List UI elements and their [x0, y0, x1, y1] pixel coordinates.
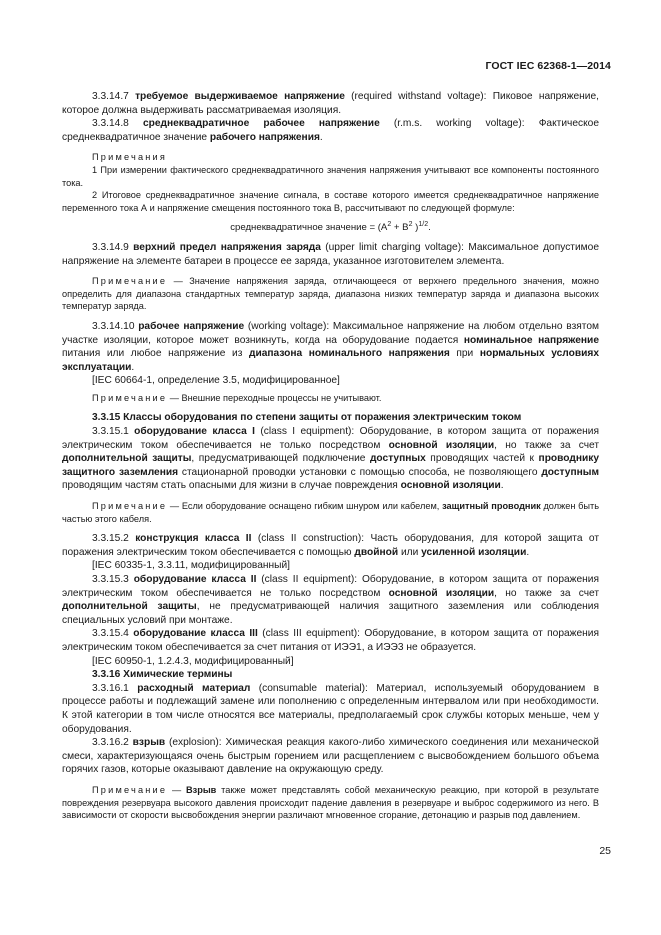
notes-label: Примечания: [92, 152, 168, 163]
formula-end: .: [428, 222, 431, 234]
definition-text: (explosion): Химическая реакция какого-либо химического соединения или механической смеси, характеризующаяся очень быстрым горением или расщеплением с высвобождением большого объема горячих газов, которые оказывают давление на окружающую среду.: [62, 737, 599, 776]
note-3-3-16-2: [62, 784, 599, 822]
note-label: Примечание: [92, 276, 168, 287]
clause-number: 3.3.16.2: [92, 737, 133, 749]
note-text: должен быть частью этого кабеля.: [62, 501, 599, 524]
term-reference: основной изоляции: [400, 480, 501, 492]
definition-text: (class II construction): Часть оборудования, для которой защита от поражения электрическим током обеспечивается с помощью: [62, 533, 600, 558]
definition-text: питания или любое напряжение из: [62, 348, 249, 360]
definition-text: (working voltage): Максимальное напряжение на любом отдельно взятом участке изоляции, которое может возникнуть, когда на оборудование подается: [62, 320, 599, 346]
punctuation: .: [319, 131, 323, 143]
term: рабочее напряжение: [138, 320, 245, 332]
definition-text: проводящим частям стать опасными для жизни в случае повреждения: [62, 480, 401, 492]
term-reference: двойной: [354, 546, 399, 558]
term-reference: дополнительной защиты: [62, 453, 192, 465]
term-reference: доступных: [369, 453, 426, 465]
document-body: [62, 90, 599, 822]
punctuation: .: [500, 480, 504, 492]
source-reference: [IEC 60950-1, 1.2.4.3, модифицированный]: [92, 655, 294, 667]
clause-number: 3.3.16.1: [92, 682, 138, 694]
clause-3-3-15-2: [62, 532, 599, 559]
term: расходный материал: [137, 682, 251, 694]
formula-lhs: среднеквадратичное значение = (A: [230, 222, 388, 234]
term-reference: номинальное напряжение: [463, 334, 599, 346]
clause-3-3-14-8: [62, 117, 599, 144]
term-reference: основной изоляции: [388, 439, 495, 451]
definition-text: (class III equipment): Оборудование, в котором защита от поражения электрическим током обеспечивается за счет питания от ИЭЭ1, а ИЭЭ3 не образуется.: [62, 628, 599, 653]
note-dash: —: [167, 392, 182, 403]
note-text: Внешние переходные процессы не учитывают.: [181, 392, 382, 403]
term-reference: защитный проводник: [442, 501, 541, 512]
clause-number: 3.3.15.3: [92, 574, 134, 585]
term: взрыв: [132, 737, 166, 749]
term: оборудование класса III: [133, 628, 258, 640]
term: верхний предел напряжения заряда: [133, 241, 321, 253]
note-2: 2 Итоговое среднеквадратичное значение сигнала, в составе которого имеется среднеквадратичное напряжение переменного тока А и напряжение смещения постоянного тока В, рассчитывают по следующей формуле:: [62, 190, 599, 213]
term: оборудование класса I: [134, 426, 255, 438]
note-1: 1 При измерении фактического среднеквадратичного значения напряжения учитывают все компоненты постоянного тока.: [62, 164, 599, 188]
section-heading-3-3-15: [62, 411, 599, 425]
note-text: также может представлять собой механическую реакцию, при которой в результате повреждения резервуара высокого давления происходит падение давления в резервуаре и выброс содержимого из него. В зависимости от скорости высвобождения энергии различают мгновенное сгорание, детонацию и разрыв под давлением.: [62, 784, 599, 821]
note-dash: —: [167, 276, 190, 287]
term: среднеквадратичное рабочее напряжение: [142, 118, 380, 130]
formula-sup: 2: [408, 221, 413, 229]
clause-3-3-15-1: [62, 425, 599, 493]
definition-text: проводящих частей к: [425, 453, 539, 465]
clause-3-3-15-3: [62, 573, 599, 627]
clause-number: 3.3.15.4: [92, 628, 134, 640]
definition-text: (class I equipment): Оборудование, в котором защита от поражения электрическим током обеспечивается не только посредством: [62, 426, 599, 451]
formula-sup: 1/2: [418, 221, 429, 229]
definition-text: , не предусматривающей наличия защитного заземления или соблюдения специальных условий при монтаже.: [62, 601, 600, 626]
clause-3-3-15-4: [62, 627, 599, 654]
source-reference: [IEC 60335-1, 3.3.11, модифицированный]: [92, 560, 290, 572]
note-dash: —: [167, 784, 186, 795]
definition-text: (class II equipment): Оборудование, в котором защита от поражения электрическим током обеспечивается не только посредством: [62, 574, 599, 599]
term-reference: рабочего напряжения: [209, 131, 320, 143]
term-reference: диапазона номинального напряжения: [248, 348, 450, 360]
section-heading: 3.3.16 Химические термины: [92, 669, 233, 681]
clause-number: 3.3.14.10: [92, 320, 139, 332]
definition-text: (consumable material): Материал, используемый оборудованием в процессе работы и подлежащий замене или пополнению с определенным интервалом или при необходимости. К этой категории в том числе относятся все материалы, предполагаемый срок службы которых меньше, чем у оборудования.: [62, 682, 599, 735]
term: требуемое выдерживаемое напряжение: [135, 91, 345, 102]
note-3-3-14-10: [62, 392, 599, 405]
clause-3-3-14-10: [62, 320, 599, 374]
definition-text: , но также за счет: [494, 587, 600, 599]
note-label: Примечание: [92, 392, 168, 403]
term-reference: Взрыв: [186, 784, 217, 795]
definition-text: или: [398, 546, 422, 558]
term-reference: усиленной изоляции: [421, 546, 527, 558]
formula-mid: + B: [391, 222, 409, 234]
page-number: 25: [599, 845, 611, 857]
formula-close: ): [412, 222, 419, 234]
clause-3-3-14-7: [62, 90, 599, 117]
definition-text: стационарной проводки установки с помощью способа, не позволяющего: [178, 466, 542, 478]
rms-formula: [62, 218, 599, 235]
definition-text: , но также за счет: [494, 439, 600, 451]
term-reference: проводнику защитного заземления: [62, 453, 600, 478]
clause-number: 3.3.14.7: [92, 91, 136, 102]
clause-number: 3.3.15.1: [92, 426, 135, 438]
definition-text: , предусматривающей подключение: [191, 453, 370, 465]
definition-text: при: [449, 348, 480, 360]
document-header: ГОСТ IEC 62368-1—2014: [485, 60, 611, 72]
clause-number: 3.3.14.8: [92, 118, 143, 130]
definition-text: (r.m.s. working voltage): Фактическое среднеквадратичное значение: [62, 118, 599, 143]
formula-sup: 2: [387, 221, 392, 229]
note-label: Примечание: [92, 784, 168, 795]
note-3-3-15-1: [62, 500, 599, 525]
punctuation: .: [526, 546, 530, 558]
term: оборудование класса II: [133, 574, 257, 585]
section-heading: 3.3.15 Классы оборудования по степени защиты от поражения электрическим током: [92, 412, 522, 424]
note-3-3-14-9: [62, 275, 599, 313]
term: конструкция класса II: [135, 533, 252, 545]
definition-text: (upper limit charging voltage): Максимальное допустимое напряжение на элементе батареи в процессе ее заряда, указанное изготовителем элемента.: [62, 241, 599, 267]
section-heading-3-3-16: [62, 668, 599, 682]
definition-text: (required withstand voltage): Пиковое напряжение, которое должна выдерживать рассматриваемая изоляция.: [62, 91, 599, 116]
note-dash: —: [167, 501, 182, 512]
term-reference: основной изоляции: [388, 587, 495, 599]
clause-3-3-14-9: [62, 241, 599, 268]
term-reference: дополнительной защиты: [62, 601, 197, 613]
note-text: Значение напряжения заряда, отличающееся от верхнего предельного значения, можно определить для диапазона стандартных температур заряда, диапазона низких температур заряда и диапазона высоких температур заряда.: [62, 276, 599, 312]
note-text: Если оборудование оснащено гибким шнуром или кабелем,: [181, 501, 443, 512]
clause-number: 3.3.15.2: [92, 533, 136, 545]
note-label: Примечание: [92, 501, 168, 512]
punctuation: .: [131, 361, 135, 373]
clause-3-3-16-1: [62, 682, 599, 736]
term-reference: доступным: [541, 466, 600, 478]
clause-3-3-16-2: [62, 736, 599, 777]
term-reference: нормальных условиях эксплуатации: [62, 348, 599, 373]
source-reference: [IEC 60664-1, определение 3.5, модифицированное]: [92, 375, 340, 387]
clause-number: 3.3.14.9: [92, 241, 134, 253]
